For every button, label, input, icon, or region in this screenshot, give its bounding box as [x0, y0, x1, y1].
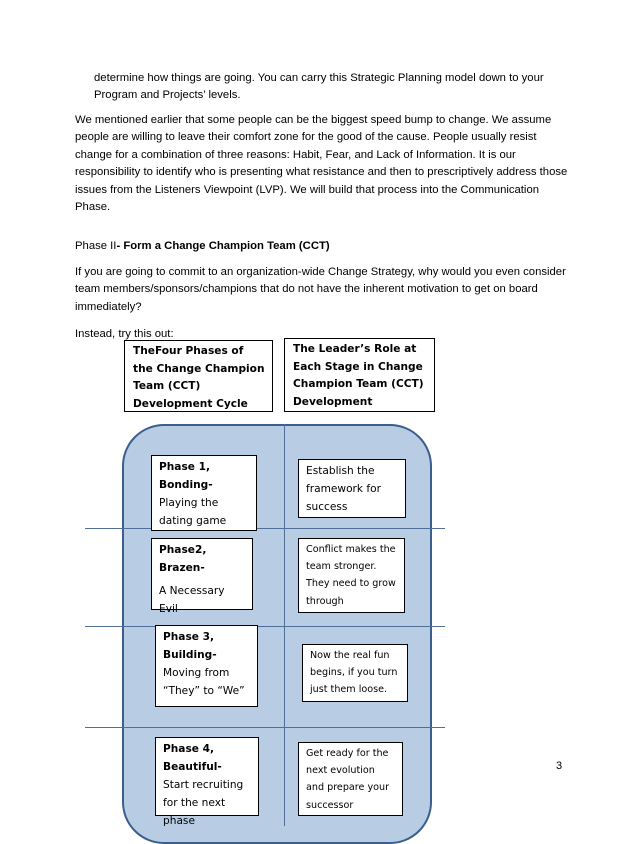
- try-this: Instead, try this out:: [75, 328, 174, 340]
- panel-vertical-divider: [284, 424, 285, 826]
- left-column-header: TheFour Phases of the Change Champion Team (CCT) Development Cycle: [124, 340, 273, 412]
- intro-continued: determine how things are going. You can carry this Strategic Planning model down to your Program and Projects’ levels.: [94, 72, 544, 102]
- phase-heading: [75, 238, 575, 255]
- phase-3-text: Moving from “They” to “We”: [163, 667, 245, 697]
- phase-2-box: [151, 538, 253, 615]
- panel-row-divider: [85, 528, 445, 529]
- role-1-box: Establish the framework for success: [298, 459, 406, 518]
- intro-paragraph: We mentioned earlier that some people can be the biggest speed bump to change. We assume people are willing to leave their comfort zone for the good of the cause. People usually resist change for a combination of three reasons: Habit, Fear, and Lack of Information. It is our responsibility to identify who is presenting what resistance and then to prescriptively address those issues from the Listeners Viewpoint (LVP). We will build that process into the Communication Phase.: [75, 114, 568, 214]
- phase-4-text: Start recruiting for the next phase: [163, 779, 244, 827]
- role-2-box: Conflict makes the team stronger. They need to grow through: [298, 538, 405, 613]
- role-4-box: Get ready for the next evolution and prepare your successor: [298, 742, 403, 816]
- phase-1-title: Phase 1, Bonding-: [159, 461, 213, 491]
- page-number: 3: [556, 760, 563, 772]
- panel-row-divider: [85, 727, 445, 728]
- right-column-header: The Leader’s Role at Each Stage in Change Champion Team (CCT) Development: [284, 338, 435, 412]
- phase-2-text: A Necessary Evil: [159, 585, 225, 615]
- phase-2-title: Phase2, Brazen-: [159, 544, 207, 574]
- role-3-box: Now the real fun begins, if you turn just them loose.: [302, 644, 408, 702]
- panel-row-divider: [85, 626, 445, 627]
- phase-1-text: Playing the dating game: [159, 497, 227, 527]
- phase-3-title: Phase 3, Building-: [163, 631, 217, 661]
- phase-1-box: [151, 455, 257, 531]
- phase-4-box: [155, 737, 259, 827]
- phase-3-box: [155, 625, 258, 707]
- phase-prefix: Phase II: [75, 240, 117, 252]
- phase-question: If you are going to commit to an organization-wide Change Strategy, why would you even consider team members/sponsors/champions that do not have the inherent motivation to get on board immediately?: [75, 266, 566, 313]
- phase-title: - Form a Change Champion Team (CCT): [116, 240, 330, 252]
- phase-4-title: Phase 4, Beautiful-: [163, 743, 222, 773]
